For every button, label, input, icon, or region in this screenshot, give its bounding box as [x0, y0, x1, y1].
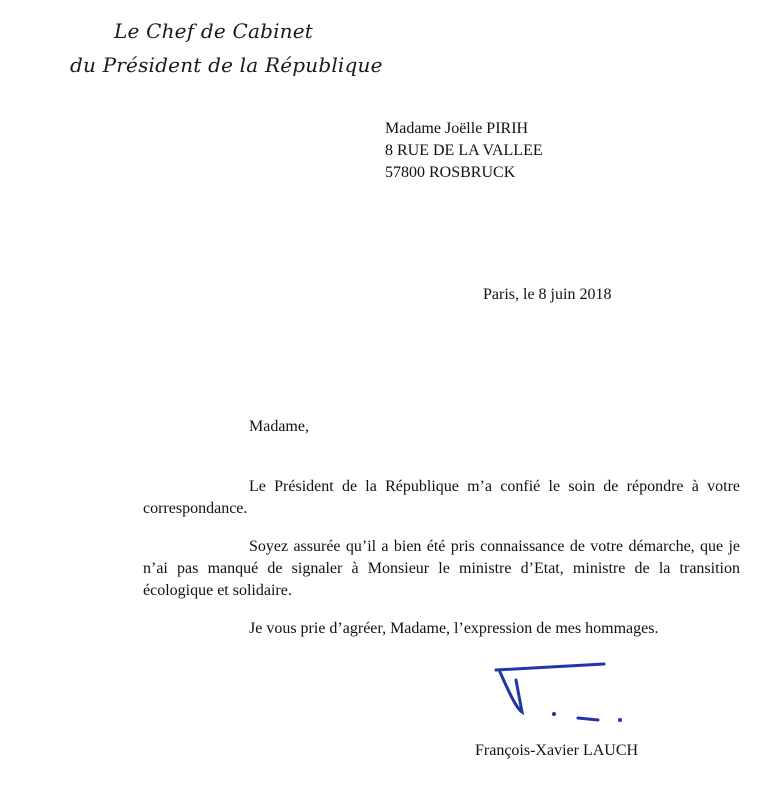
signature-dot	[552, 712, 556, 716]
place-and-date: Paris, le 8 juin 2018	[483, 286, 612, 303]
signature-stroke-main	[496, 664, 604, 712]
letterhead	[70, 14, 383, 82]
signature-stroke-dash	[578, 718, 598, 720]
recipient-street: 8 RUE DE LA VALLEE	[385, 142, 543, 159]
letterhead-subtitle: du Président de la République	[70, 53, 383, 77]
body-paragraph: Le Président de la République m’a confié le soin de répondre à votre correspondance.	[143, 478, 740, 517]
body-paragraph: Soyez assurée qu’il a bien été pris connaissance de votre démarche, que je n’ai pas manqué de signaler à Monsieur le ministre d’Etat, ministre de la transition écologique et solidaire.	[143, 538, 740, 599]
signer-name: François-Xavier LAUCH	[475, 742, 639, 759]
recipient-name: Madame Joëlle PIRIH	[385, 120, 529, 137]
recipient-address	[385, 118, 543, 184]
signature-dot	[618, 718, 622, 722]
letterhead-title: Le Chef de Cabinet	[114, 19, 314, 43]
closing-paragraph: Je vous prie d’agréer, Madame, l’expression de mes hommages.	[249, 620, 659, 637]
handwritten-signature	[486, 650, 636, 730]
recipient-city: 57800 ROSBRUCK	[385, 164, 516, 181]
salutation: Madame,	[249, 418, 309, 435]
